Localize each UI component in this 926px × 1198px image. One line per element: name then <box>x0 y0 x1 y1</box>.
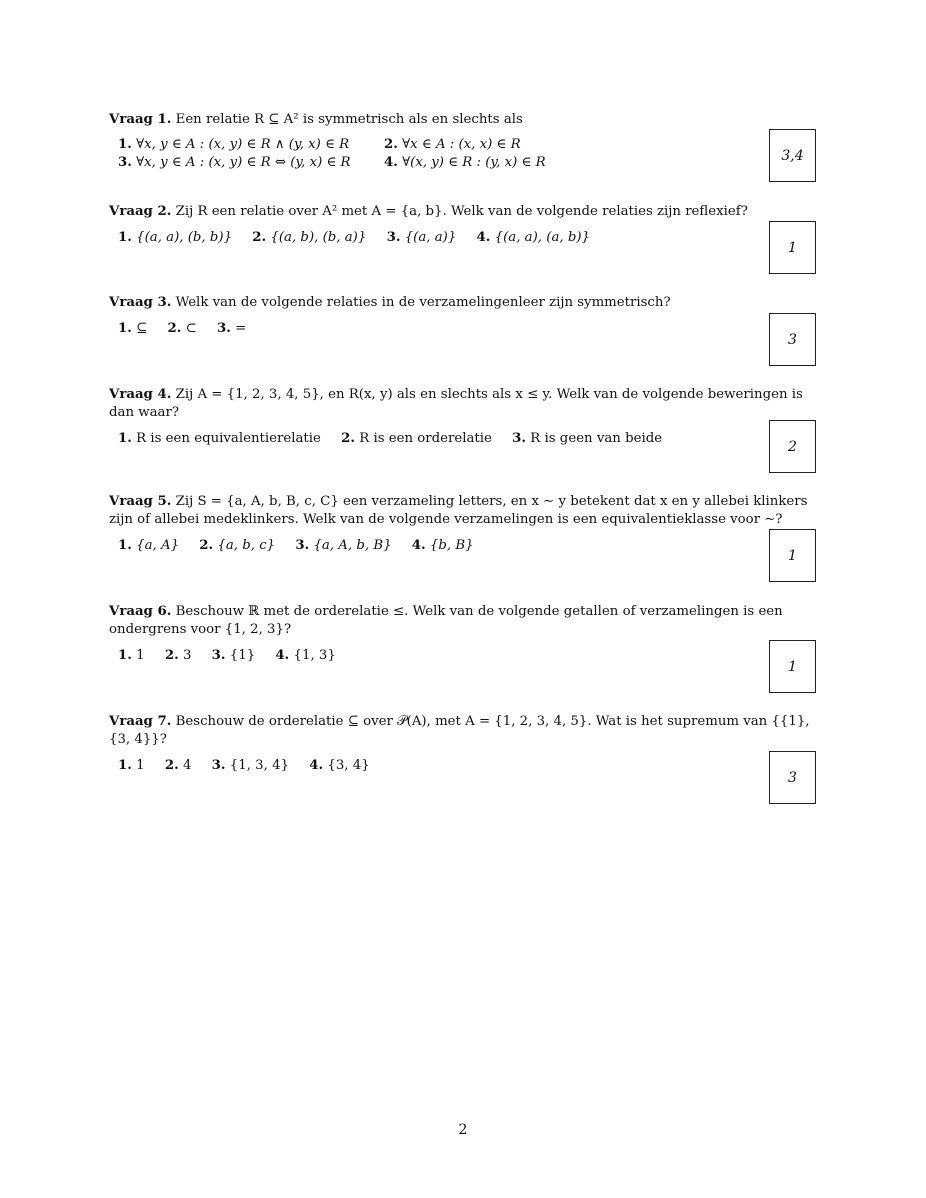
question-stem: Een relatie R ⊆ A² is symmetrisch als en slechts als <box>175 112 523 127</box>
answer-box-4 <box>769 420 816 473</box>
question-number: Vraag 3. <box>109 295 172 310</box>
option-3: 3. {a, A, b, B} <box>295 538 392 553</box>
answer-text: 1 <box>788 239 797 256</box>
question-5 <box>109 493 819 555</box>
question-stem: Beschouw ℝ met de orderelatie ≤. Welk van de volgende getallen of verzamelingen is een ondergrens voor {1, 2, 3}? <box>109 604 783 637</box>
option-2: 2. 4 <box>164 758 192 773</box>
answer-text: 3,4 <box>781 147 804 164</box>
question-6 <box>109 603 819 665</box>
answer-box-2 <box>769 221 816 274</box>
option-4: 4. {b, B} <box>411 538 474 553</box>
question-number: Vraag 2. <box>109 204 172 219</box>
option-2: 2. ∀x ∈ A : (x, x) ∈ R <box>384 137 521 152</box>
option-1: 1. {(a, a), (b, b)} <box>118 230 233 245</box>
option-1: 1. 1 <box>118 758 145 773</box>
answer-text: 3 <box>788 769 797 786</box>
question-number: Vraag 1. <box>109 112 172 127</box>
option-3: 3. R is geen van beide <box>512 431 663 446</box>
question-7 <box>109 713 819 775</box>
question-4 <box>109 386 819 448</box>
option-2: 2. 3 <box>164 648 192 663</box>
option-4: 4. {1, 3} <box>275 648 336 663</box>
answer-text: 1 <box>788 658 797 675</box>
question-3 <box>109 294 819 338</box>
answer-box-7 <box>769 751 816 804</box>
question-2 <box>109 203 819 247</box>
question-1 <box>109 111 819 172</box>
options-row <box>118 647 819 665</box>
option-1: 1. 1 <box>118 648 145 663</box>
answer-box-5 <box>769 529 816 582</box>
option-3: 3. ∀x, y ∈ A : (x, y) ∈ R ⇔ (y, x) ∈ R <box>118 155 351 170</box>
option-2: 2. ⊂ <box>167 321 197 336</box>
option-4: 4. {(a, a), (a, b)} <box>476 230 590 245</box>
answer-text: 3 <box>788 331 797 348</box>
answer-box-3 <box>769 313 816 366</box>
options-row <box>118 537 819 555</box>
question-stem: Welk van de volgende relaties in de verzamelingenleer zijn symmetrisch? <box>175 295 671 310</box>
question-number: Vraag 5. <box>109 494 172 509</box>
options-row <box>118 320 819 338</box>
option-1: 1. {a, A} <box>118 538 180 553</box>
answer-text: 1 <box>788 547 797 564</box>
options-grid <box>118 136 819 172</box>
question-stem: Zij S = {a, A, b, B, c, C} een verzameling letters, en x ∼ y betekent dat x en y allebei klinkers zijn of allebei medeklinkers. Welk van de volgende verzamelingen is een equivalentieklasse voor ∼? <box>109 494 808 527</box>
option-3: 3. {1, 3, 4} <box>211 758 289 773</box>
option-3: 3. {1} <box>211 648 256 663</box>
option-2: 2. R is een orderelatie <box>341 431 492 446</box>
option-2: 2. {a, b, c} <box>199 538 276 553</box>
question-stem: Zij R een relatie over A² met A = {a, b}. Welk van de volgende relaties zijn reflexief? <box>175 204 748 219</box>
question-stem: Zij A = {1, 2, 3, 4, 5}, en R(x, y) als en slechts als x ≤ y. Welk van de volgende beweringen is dan waar? <box>109 387 803 420</box>
option-3: 3. {(a, a)} <box>386 230 457 245</box>
options-row <box>118 430 819 448</box>
option-4: 4. ∀(x, y) ∈ R : (y, x) ∈ R <box>384 155 546 170</box>
option-3: 3. = <box>217 321 247 336</box>
question-number: Vraag 6. <box>109 604 172 619</box>
options-row <box>118 229 819 247</box>
page-number: 2 <box>458 1122 468 1138</box>
option-1: 1. R is een equivalentierelatie <box>118 431 321 446</box>
option-4: 4. {3, 4} <box>309 758 370 773</box>
question-number: Vraag 4. <box>109 387 172 402</box>
options-row <box>118 757 819 775</box>
question-number: Vraag 7. <box>109 714 172 729</box>
answer-box-6 <box>769 640 816 693</box>
option-1: 1. ∀x, y ∈ A : (x, y) ∈ R ∧ (y, x) ∈ R <box>118 137 350 152</box>
option-1: 1. ⊆ <box>118 321 148 336</box>
answer-text: 2 <box>788 438 797 455</box>
question-stem: Beschouw de orderelatie ⊆ over 𝒫(A), met A = {1, 2, 3, 4, 5}. Wat is het supremum van {{1}, {3, 4}}? <box>109 714 810 747</box>
answer-box-1 <box>769 129 816 182</box>
option-2: 2. {(a, b), (b, a)} <box>252 230 367 245</box>
